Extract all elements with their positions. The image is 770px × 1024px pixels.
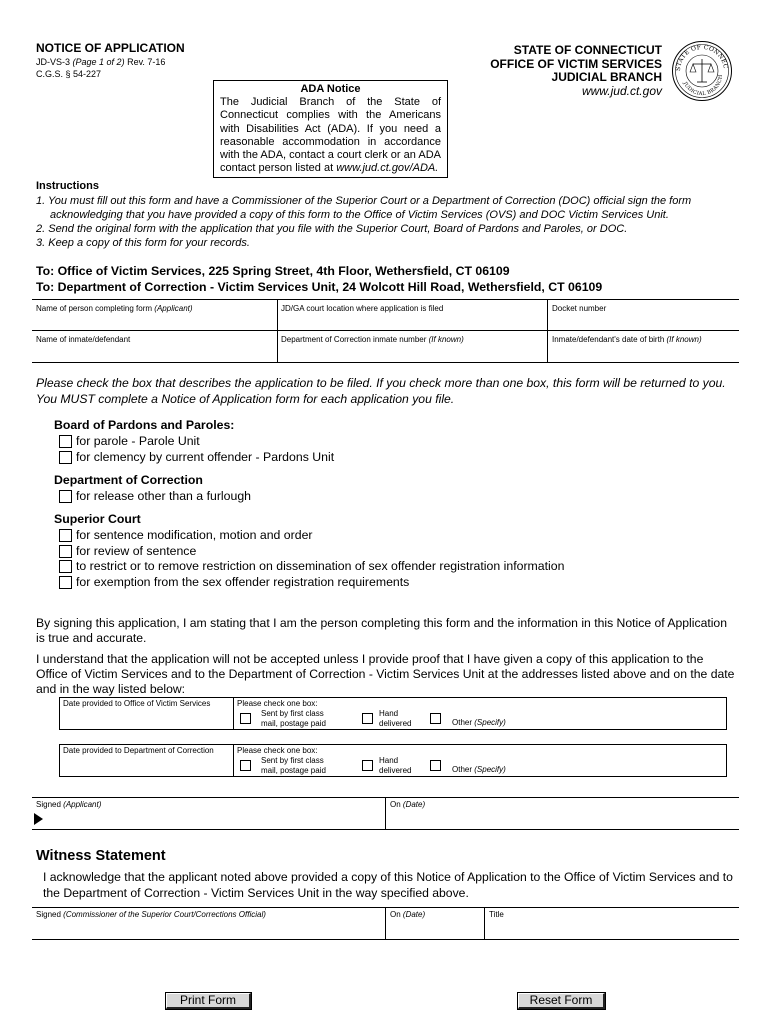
- applicant-on-hint: (Date): [402, 800, 426, 809]
- ovs-check-one: Please check one box:: [237, 699, 318, 708]
- doc-number-field[interactable]: [281, 335, 543, 360]
- signature-bottom-rule: [32, 829, 739, 830]
- delivery-divider: [233, 697, 234, 730]
- doc-other-label: [452, 765, 506, 775]
- ovs-hand-line2: delivered: [379, 718, 412, 728]
- doc-number-label: Department of Correction inmate number: [281, 335, 427, 344]
- agency-office: OFFICE OF VICTIM SERVICES: [490, 56, 662, 71]
- ada-title: ADA Notice: [300, 83, 361, 95]
- table-mid-rule: [32, 330, 739, 331]
- agency-block: [490, 44, 662, 85]
- applicant-name-field[interactable]: [36, 304, 274, 328]
- doc-mail-line1: Sent by first class: [261, 756, 324, 765]
- ovs-other-text: Other: [452, 718, 473, 727]
- doc-mail-label: [261, 756, 326, 775]
- table-bottom-rule: [32, 362, 739, 363]
- witness-on-label: On: [390, 910, 401, 919]
- option-review-sentence: for review of sentence: [76, 544, 197, 558]
- applicant-name-hint: (Applicant): [154, 304, 193, 313]
- option-clemency: for clemency by current offender - Pardons Unit: [76, 450, 335, 464]
- print-form-button[interactable]: Print Form: [166, 993, 251, 1009]
- inmate-dob-hint: (If known): [666, 335, 702, 344]
- applicant-signed-hint: (Applicant): [63, 800, 102, 809]
- inmate-dob-label: Inmate/defendant's date of birth: [552, 335, 665, 344]
- svg-text:STATE OF CONNECTICUT: STATE OF CONNEC: [674, 43, 729, 72]
- doc-check-one: Please check one box:: [237, 746, 318, 755]
- witness-signed-label: Signed: [36, 910, 61, 919]
- ovs-mail-line2: mail, postage paid: [261, 718, 326, 728]
- doc-other-text: Other: [452, 765, 473, 774]
- witness-bottom-rule: [32, 939, 739, 940]
- instruction-item: 2. Send the original form with the application that you file with the Superior Court, Board of Pardons and Paroles, or DOC.: [36, 223, 628, 235]
- doc-checkbox-other[interactable]: [430, 760, 441, 771]
- inmate-dob-field[interactable]: [552, 335, 736, 360]
- doc-hand-line2: delivered: [379, 765, 412, 775]
- website: www.jud.ct.gov: [581, 84, 662, 98]
- checkbox-restrict-dissemination[interactable]: [59, 560, 72, 573]
- inmate-name-field[interactable]: Name of inmate/defendant: [36, 335, 131, 344]
- ovs-mail-line1: Sent by first class: [261, 709, 324, 718]
- agency-branch: JUDICIAL BRANCH: [551, 70, 662, 84]
- checkbox-exemption[interactable]: [59, 576, 72, 589]
- checkbox-review-sentence[interactable]: [59, 545, 72, 558]
- state-seal-icon: [671, 40, 733, 102]
- check-instruction: Please check the box that describes the application to be filed. If you check more than one box, this form will be returned to you. You MUST complete a Notice of Application form for each application you file.: [36, 376, 726, 406]
- ovs-mail-label: [261, 709, 326, 728]
- witness-divider: [484, 907, 485, 939]
- option-sentence-modification: for sentence modification, motion and order: [76, 528, 313, 542]
- ovs-other-hint: (Specify): [474, 718, 506, 727]
- witness-body: I acknowledge that the applicant noted above provided a copy of this Notice of Application to the Office of Victim Services and to the Department of Correction - Victim Services Unit in the way specified above.: [43, 870, 733, 900]
- statement-proof: I understand that the application will not be accepted unless I provide proof that I have given a copy of this application to the Office of Victim Services and to the Department of Correction - Victim Services Unit at the addresses listed above and on the date and in the way listed below:: [36, 652, 735, 696]
- instruction-item: 1. You must fill out this form and have a Commissioner of the Superior Court or a Department of Correction (DOC) official sign the form acknowledging that you have provided a copy of this form to the Office of Victim Services (OVS) and DOC Victim Services Unit.: [36, 195, 692, 221]
- address-ovs: To: Office of Victim Services, 225 Spring Street, 4th Floor, Wethersfield, CT 06109: [36, 264, 510, 278]
- ovs-hand-label: [379, 709, 411, 728]
- court-location-field[interactable]: JD/GA court location where application is filed: [281, 304, 444, 313]
- form-id-line: [36, 57, 165, 68]
- applicant-on-label: On: [390, 800, 401, 809]
- address-doc: To: Department of Correction - Victim Services Unit, 24 Wolcott Hill Road, Wethersfield, CT 06109: [36, 280, 603, 294]
- ovs-checkbox-hand[interactable]: [362, 713, 373, 724]
- witness-title-field[interactable]: Title: [489, 910, 504, 919]
- checkbox-sentence-modification[interactable]: [59, 529, 72, 542]
- doc-date-field[interactable]: Date provided to Department of Correction: [63, 746, 214, 755]
- group-title-superior: Superior Court: [54, 512, 141, 526]
- instructions-list: [36, 194, 736, 250]
- checkbox-clemency[interactable]: [59, 451, 72, 464]
- ovs-other-label: [452, 718, 506, 728]
- doc-checkbox-mail[interactable]: [240, 760, 251, 771]
- instructions-title: Instructions: [36, 180, 99, 192]
- ovs-checkbox-mail[interactable]: [240, 713, 251, 724]
- form-title: NOTICE OF APPLICATION: [36, 41, 185, 55]
- statute-reference: C.G.S. § 54-227: [36, 69, 102, 79]
- checkbox-release[interactable]: [59, 490, 72, 503]
- delivery-divider: [233, 744, 234, 777]
- doc-number-hint: (If known): [428, 335, 464, 344]
- table-divider: [277, 299, 278, 362]
- form-id: JD-VS-3: [36, 57, 71, 67]
- docket-number-field[interactable]: Docket number: [552, 304, 607, 313]
- ovs-hand-line1: Hand: [379, 709, 399, 718]
- svg-text:JUDICIAL BRANCH: JUDICIAL BRANCH: [681, 74, 725, 98]
- addresses: [36, 263, 602, 295]
- doc-mail-line2: mail, postage paid: [261, 765, 326, 775]
- option-restrict-dissemination: to restrict or to remove restriction on dissemination of sex offender registration information: [76, 559, 565, 573]
- applicant-name-label: Name of person completing form: [36, 304, 153, 313]
- ovs-date-field[interactable]: Date provided to Office of Victim Services: [63, 699, 211, 708]
- doc-checkbox-hand[interactable]: [362, 760, 373, 771]
- agency-state: STATE OF CONNECTICUT: [513, 43, 662, 57]
- reset-form-button[interactable]: Reset Form: [518, 993, 605, 1009]
- checkbox-parole[interactable]: [59, 435, 72, 448]
- applicant-signed-label: Signed: [36, 800, 61, 809]
- witness-signature-field[interactable]: [36, 910, 382, 937]
- ada-body: [220, 96, 441, 176]
- option-release: for release other than a furlough: [76, 489, 252, 503]
- group-title-doc: Department of Correction: [54, 473, 203, 487]
- table-divider: [547, 299, 548, 362]
- doc-hand-label: [379, 756, 411, 775]
- group-title-pardons: Board of Pardons and Paroles:: [54, 418, 235, 432]
- option-parole: for parole - Parole Unit: [76, 434, 200, 448]
- table-top-rule: [32, 299, 739, 300]
- ovs-checkbox-other[interactable]: [430, 713, 441, 724]
- option-exemption: for exemption from the sex offender registration requirements: [76, 575, 410, 589]
- ada-link[interactable]: www.jud.ct.gov/ADA.: [336, 162, 439, 175]
- ada-notice: [213, 80, 448, 178]
- witness-signed-hint: (Commissioner of the Superior Court/Corrections Official): [63, 910, 266, 919]
- applicant-signature-field[interactable]: [36, 800, 382, 827]
- ada-body-text: The Judicial Branch of the State of Connecticut complies with the Americans with Disabilities Act (ADA). If you need a reasonable accommodation in accordance with the ADA, contact a court clerk or an ADA contact person listed at: [220, 96, 441, 175]
- doc-other-hint: (Specify): [474, 765, 506, 774]
- doc-hand-line1: Hand: [379, 756, 399, 765]
- signature-divider: [385, 797, 386, 829]
- witness-divider: [385, 907, 386, 939]
- form-revision: Rev. 7-16: [127, 57, 166, 67]
- witness-title: Witness Statement: [36, 848, 166, 864]
- applicant-date-field[interactable]: [390, 800, 736, 827]
- page-info: (Page 1 of 2): [72, 57, 125, 67]
- sign-here-arrow-icon: [34, 813, 43, 825]
- witness-on-hint: (Date): [402, 910, 426, 919]
- statement-truth: By signing this application, I am stating that I am the person completing this form and the information in this Notice of Application is true and accurate.: [36, 616, 727, 645]
- witness-date-field[interactable]: [390, 910, 482, 937]
- instruction-item: 3. Keep a copy of this form for your records.: [36, 237, 250, 249]
